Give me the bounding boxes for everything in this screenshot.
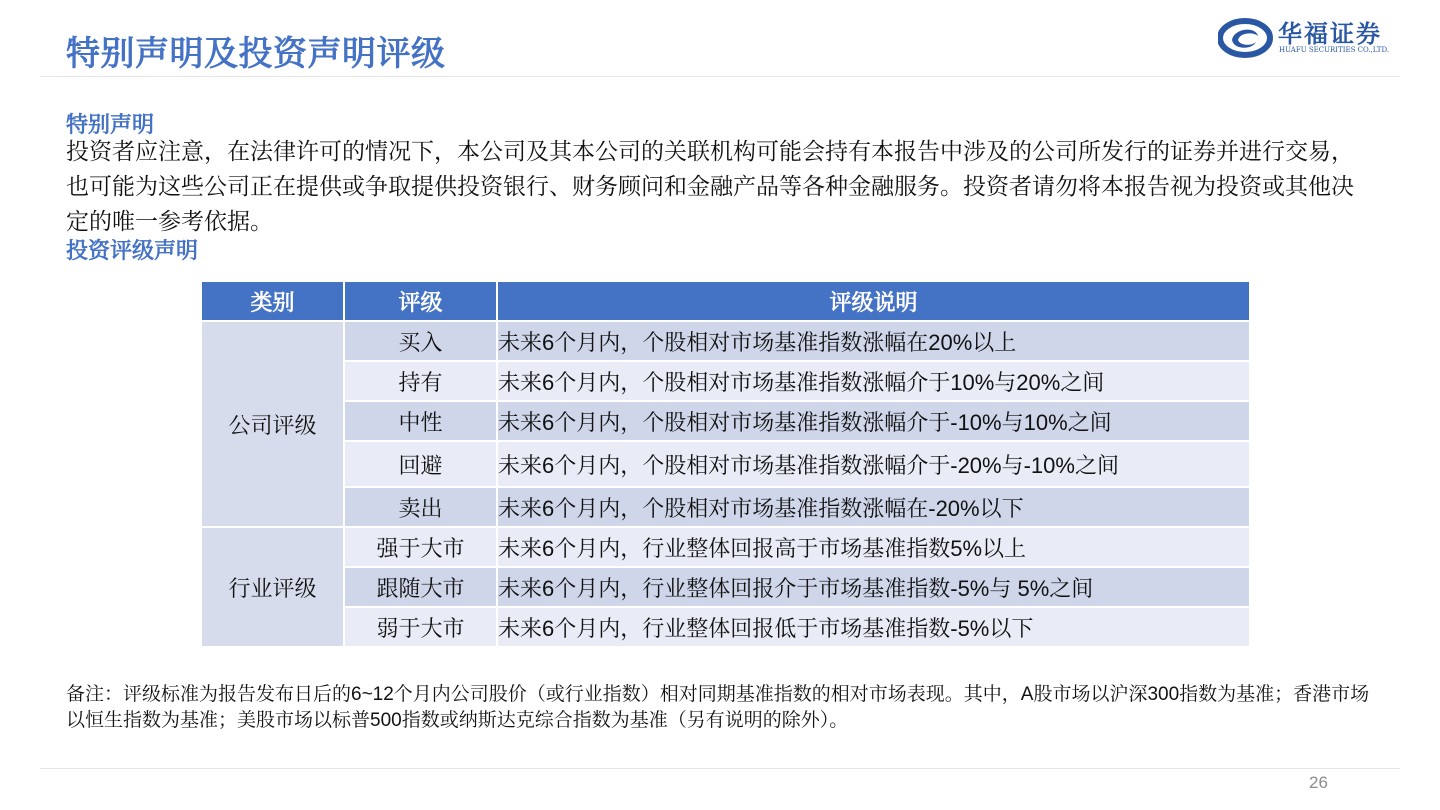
rating-desc: 未来6个月内，个股相对市场基准指数涨幅介于-20%与-10%之间 [497,441,1250,487]
footnote: 备注：评级标准为报告发布日后的6~12个月内公司股价（或行业指数）相对同期基准指数的相对市场表现。其中，A股市场以沪深300指数为基准；香港市场以恒生指数为基准；美股市场以标普500指数或纳斯达克综合指数为基准（另有说明的除外）。 [66,684,1370,731]
rating-hold: 持有 [344,361,497,401]
category-industry: 行业评级 [201,527,344,647]
special-statement-heading: 特别声明 [66,112,155,137]
header-description: 评级说明 [497,281,1250,321]
table-row [201,567,1250,607]
rating-desc: 未来6个月内，行业整体回报低于市场基准指数-5%以下 [497,607,1250,647]
huafu-logo-icon [1218,16,1276,60]
header-category: 类别 [201,281,344,321]
rating-buy: 买入 [344,321,497,361]
table-row [201,441,1250,487]
table-row [201,607,1250,647]
rating-sell: 卖出 [344,487,497,527]
rating-desc: 未来6个月内，个股相对市场基准指数涨幅介于10%与20%之间 [497,361,1250,401]
header-rating: 评级 [344,281,497,321]
rating-outperform: 强于大市 [344,527,497,567]
header-divider [40,76,1400,77]
table-row [201,361,1250,401]
special-statement-text: 投资者应注意，在法律许可的情况下，本公司及其本公司的关联机构可能会持有本报告中涉及的公司所发行的证券并进行交易，也可能为这些公司正在提供或争取提供投资银行、财务顾问和金融产品等各种金融服务。投资者请勿将本报告视为投资或其他决定的唯一参考依据。 [66,138,1354,234]
rating-neutral: 中性 [344,401,497,441]
logo-cn-text: 华福证券 [1278,19,1382,48]
page-title: 特别声明及投资声明评级 [66,35,446,73]
company-logo [1218,16,1390,60]
rating-desc: 未来6个月内，个股相对市场基准指数涨幅在-20%以下 [497,487,1250,527]
table-row [201,527,1250,567]
table-row [201,401,1250,441]
rating-desc: 未来6个月内，个股相对市场基准指数涨幅在20%以上 [497,321,1250,361]
rating-underperform: 弱于大市 [344,607,497,647]
rating-desc: 未来6个月内，行业整体回报高于市场基准指数5%以上 [497,527,1250,567]
logo-en-text: HUAFU SECURITIES CO.,LTD. [1279,46,1390,54]
rating-statement-heading: 投资评级声明 [66,238,199,263]
rating-market-perform: 跟随大市 [344,567,497,607]
rating-table [200,280,1251,648]
table-row [201,487,1250,527]
rating-desc: 未来6个月内，个股相对市场基准指数涨幅介于-10%与10%之间 [497,401,1250,441]
page-number: 26 [1309,773,1328,792]
table-row [201,321,1250,361]
rating-desc: 未来6个月内，行业整体回报介于市场基准指数-5%与 5%之间 [497,567,1250,607]
footer-divider [40,768,1400,769]
category-company: 公司评级 [201,321,344,527]
rating-avoid: 回避 [344,441,497,487]
